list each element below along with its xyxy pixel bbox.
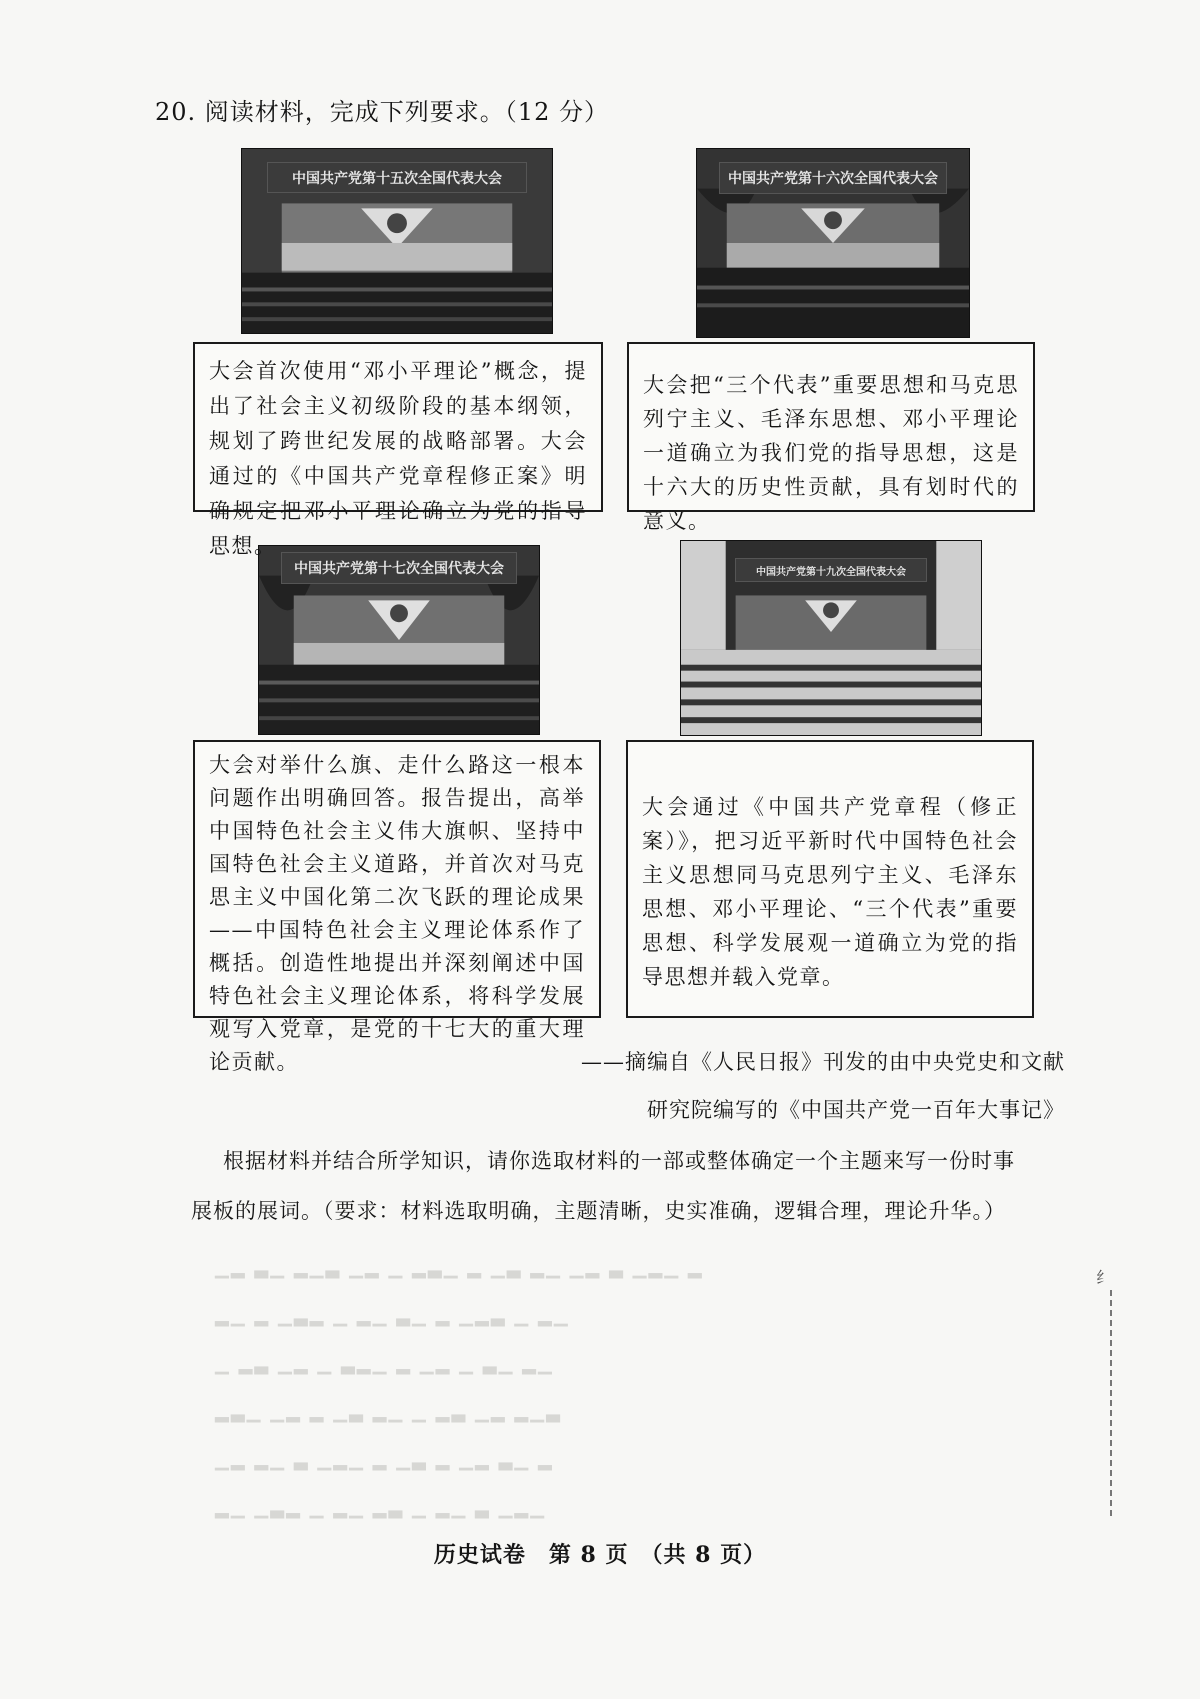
source-citation-line-1: ——摘编自《人民日报》刊发的由中央党史和文献 — [581, 1050, 1065, 1074]
congress-15-description: 大会首次使用“邓小平理论”概念，提出了社会主义初级阶段的基本纲领，规划了跨世纪发展的战略部署。大会通过的《中国共产党章程修正案》明确规定把邓小平理论确立为党的指导思想。 — [193, 342, 603, 512]
congress-17-photo — [258, 545, 540, 735]
photo-banner: 中国共产党第十五次全国代表大会 — [267, 162, 527, 193]
question-title: 20. 阅读材料，完成下列要求。（12 分） — [155, 98, 609, 126]
instruction-line-2: 展板的展词。（要求：材料选取明确，主题清晰，史实准确，逻辑合理，理论升华。） — [191, 1199, 1006, 1223]
photo-banner: 中国共产党第十六次全国代表大会 — [719, 162, 948, 194]
congress-15-photo — [241, 148, 553, 334]
congress-19-photo — [680, 540, 982, 736]
binding-dashed-line — [1110, 1290, 1112, 1520]
photo-banner: 中国共产党第十九次全国代表大会 — [735, 558, 927, 581]
margin-mark: 纟 — [1096, 1268, 1113, 1287]
congress-17-description: 大会对举什么旗、走什么路这一根本问题作出明确回答。报告提出，高举中国特色社会主义伟大旗帜、坚持中国特色社会主义道路，并首次对马克思主义中国化第二次飞跃的理论成果——中国特色社会主义理论体系作了概括。创造性地提出并深刻阐述中国特色社会主义理论体系，将科学发展观写入党章，是党的十七大的重大理论贡献。 — [193, 740, 601, 1018]
instruction-line-1: 根据材料并结合所学知识，请你选取材料的一部或整体确定一个主题来写一份时事 — [223, 1149, 1015, 1173]
source-citation-line-2: 研究院编写的《中国共产党一百年大事记》 — [647, 1098, 1065, 1122]
photo-banner: 中国共产党第十七次全国代表大会 — [281, 552, 516, 584]
congress-16-photo — [696, 148, 970, 338]
congress-19-description: 大会通过《中国共产党章程（修正案）》，把习近平新时代中国特色社会主义思想同马克思列宁主义、毛泽东思想、邓小平理论、“三个代表”重要思想、科学发展观一道确立为党的指导思想并载入党章。 — [626, 740, 1034, 1018]
page-footer: 历史试卷 第 8 页 （共 8 页） — [433, 1542, 767, 1568]
congress-16-description: 大会把“三个代表”重要思想和马克思列宁主义、毛泽东思想、邓小平理论一道确立为我们党的指导思想，这是十六大的历史性贡献，具有划时代的意义。 — [627, 342, 1035, 512]
